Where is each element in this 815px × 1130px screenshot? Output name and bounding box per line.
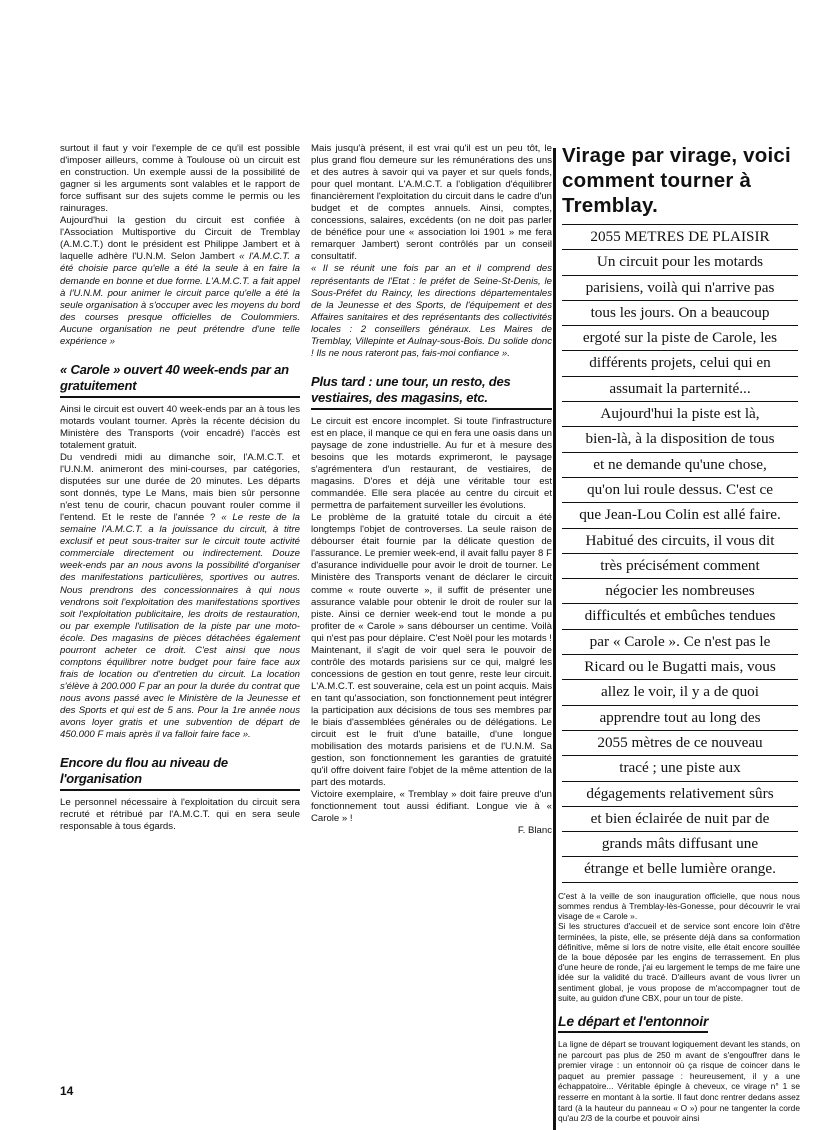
standfirst-line: 2055 mètres de ce nouveau (562, 731, 798, 756)
column-2 (311, 143, 552, 837)
standfirst-line: tracé ; une piste aux (562, 756, 798, 781)
intro-paragraph: Si les structures d'accueil et de service sont encore loin d'être terminées, la piste, elle, se présente déjà dans sa conformation définitive, même si lors de notre visite, elle était encore souillée de la boue déposée par les engins de terrassement. En plus d'une heure de ronde, j'ai eu largement le temps de me faire une idée sur la validité du tracé. D'ailleurs avant de vous livrer un sentiment global, je vous propose de m'accompagner tout de suite, au guidon d'une CBX, pour un tour de piste. (558, 921, 800, 1003)
subheading: Le départ et l'entonnoir (558, 1013, 708, 1033)
standfirst-line: ergoté sur la piste de Carole, les (562, 326, 798, 351)
standfirst-line: tous les jours. On a beaucoup (562, 301, 798, 326)
standfirst-line: Ricard ou le Bugatti mais, vous (562, 655, 798, 680)
standfirst-line: qu'on lui roule dessus. C'est ce (562, 478, 798, 503)
standfirst-line: parisiens, voilà qui n'arrive pas (562, 276, 798, 301)
standfirst-line: 2055 METRES DE PLAISIR (562, 225, 798, 250)
article-headline: Virage par virage, voici comment tourner à Tremblay. (562, 144, 791, 217)
standfirst-box (562, 224, 798, 883)
paragraph (60, 215, 300, 348)
standfirst-line: différents projets, celui qui en (562, 351, 798, 376)
standfirst-line: Un circuit pour les motards (562, 250, 798, 275)
quote: « l'A.M.C.T. a été choisie parce qu'elle a été la seule à en faire la demande en bonne et due forme. L'A.M.C.T. a fait appel à l'U.N.M. pour animer le circuit parce qu'elle a été la seule organisation à s'occuper avec les moyens du bord des courses presque officielles de Coulommiers. Aucune organisation ne peut prétendre d'une telle expérience » (60, 251, 300, 347)
paragraph: Maintenant, il s'agit de voir quel sera le pouvoir de contrôle des motards parisiens sur ce qui, malgré les concessions de gestion en tout genre, reste leur circuit. L'A.M.C.T. est souveraine, cela est un point acquis. Mais en tant qu'association, son fonctionnement peut intégrer la participation aux décisions de tous ses membres par le biais d'assemblées générales ou de délégations. Le circuit est le fruit d'une bataille, d'une longue mobilisation des motards parisiens et de l'U.N.M. Sa gestion, son fonctionnement les garanties de gratuité qu'il offre doivent faire l'objet de la même attention de la part des motards. (311, 644, 552, 789)
standfirst-line: Habitué des circuits, il vous dit (562, 529, 798, 554)
standfirst-line: que Jean-Lou Colin est allé faire. (562, 503, 798, 528)
standfirst-line: Aujourd'hui la piste est là, (562, 402, 798, 427)
intro-paragraph: C'est à la veille de son inauguration officielle, que nous nous sommes rendus à Tremblay-lès-Gonesse, pour découvrir le vrai visage de « Carole ». (558, 890, 800, 922)
standfirst-line: par « Carole ». Ce n'est pas le (562, 630, 798, 655)
standfirst-line: et bien éclairée de nuit par de (562, 807, 798, 832)
paragraph: Mais jusqu'à présent, il est vrai qu'il est un peu tôt, le plus grand flou demeure sur les rémunérations des uns et des autres à savoir qui va payer et sur quels fonds, pour quel montant. L'A.M.C.T. a l'obligation d'équilibrer financièrement l'exploitation du circuit dans le cadre d'un budget et de comptes annuels. Ainsi, comptes, concessions, salaires, excédents (on ne doit pas parler de bénéfice pour une « association loi 1901 » me fera remarquer Jambert) seront contrôlés par un conseil consultatif. (311, 143, 552, 263)
paragraph: Victoire exemplaire, « Tremblay » doit faire preuve d'un fonctionnement tout aussi édifiant. Longue vie à « Carole » ! (311, 789, 552, 825)
paragraph: Le problème de la gratuité totale du circuit a été longtemps l'objet de controverses. La seule raison de débourser était fournie par la délicate question de l'assurance. Le premier week-end, il avait fallu payer 8 F d'asurance individuelle pour avoir le droit de tourner. Le Ministère des Transports venant de déclarer le circuit comme « route ouverte », il suffit de présenter une assurance valable pour obtenir le droit de rouler sur la piste. Ainsi ce dernier week-end tout le monde a pu profiter de « Carole » sans débourser un centime. Voilà qui n'est pas pour déplaire. C'est Noël pour les motards ! (311, 512, 552, 644)
column-1 (60, 143, 300, 833)
paragraph: surtout il faut y voir l'exemple de ce qu'il est possible d'imposer ailleurs, comme à Toulouse où un circuit est en construction. Un exemple aussi de la possibilité de gagner si les arguments sont valables et le rapport de force suffisant sur des sujets comme le permis ou les rainurages. (60, 143, 300, 215)
standfirst-line: et ne demande qu'une chose, (562, 453, 798, 478)
signature: F. Blanc (517, 825, 552, 837)
subheading: Plus tard : une tour, un resto, des vestiaires, des magasins, etc. (311, 374, 552, 410)
intro-block (558, 891, 800, 1003)
column-rule (553, 148, 556, 1130)
paragraph (60, 452, 300, 741)
standfirst-line: étrange et belle lumière orange. (584, 860, 776, 878)
standfirst-line: assumait la parternité... (562, 377, 798, 402)
paragraph: Ainsi le circuit est ouvert 40 week-ends par an à tous les motards voulant tourner. Après la récente décision du Ministère des Transports (voir encadré) l'accès est totalement gratuit. (60, 403, 300, 451)
quote: « Le reste de la semaine l'A.M.C.T. a la jouissance du circuit, à titre exclusif et peut sous-traiter sur le circuit toute activité commerciale directement ou indirectement. Douze week-ends par an nous avons la possibilité d'organiser des manifestations particulières, sportives ou autres. Nous prendrons des concessionnaires à qui nous vendrons soit l'exploitation des manifestations sportives soit l'exploitation publicitaire, les droits de restauration, ou par exemple l'utilisation de la piste par une moto-école. Des magasins de pièces détachées également pourront acheter ce droit. C'est ainsi que nous comptons équilibrer notre budget pour faire face aux frais de location ou d'entretien du circuit. La location s'élève à 200.000 F par an pour la durée du contrat que nous avons passé avec le Ministère de la Jeunesse et des Sports et qui est de 5 ans. Pour la 1re année nous avons loyer gratis et une subvention de départ de 450.000 F mais après il va falloir faire face ». (60, 512, 300, 741)
page-number: 14 (60, 1084, 74, 1098)
standfirst-line: difficultés et embûches tendues (562, 604, 798, 629)
quote: « Il se réunit une fois par an et il comprend des représentants de l'Etat : le préfet de Seine-St-Denis, le Sous-Préfet du Raincy, les directions départementales de la Jeunesse et des Sports, de l'équipement et des Affaires sanitaires et des représentants des collectivités locales : 2 conseillers généraux. Les Maires de Tremblay, Villepinte et Aulnay-sous-Bois. Du solide donc ! Ils ne nous rateront pas, fais-moi confiance ». (311, 263, 552, 359)
standfirst-line: allez le voir, il y a de quoi (562, 680, 798, 705)
body-block (558, 1039, 800, 1124)
standfirst-line: bien-là, à la disposition de tous (562, 427, 798, 452)
paragraph: Le circuit est encore incomplet. Si toute l'infrastructure est en place, il manque ce qui en fera une oasis dans un paysage de zone industrielle. Au fur et à mesure des besoins que les motards exprimeront, le paysage s'agrémentera d'un restaurant, de vestiaires, de magasins. D'ores et déjà une véritable tour est commandée. Elle sera placée au centre du circuit et permettra de parfaitement surveiller les évolutions. (311, 415, 552, 512)
standfirst-line: grands mâts diffusant une (562, 832, 798, 857)
standfirst-line: très précisément comment (562, 554, 798, 579)
paragraph: La ligne de départ se trouvant logiquement devant les stands, on ne parcourt pas plus de 250 m avant de s'engouffrer dans le premier virage : un entonnoir où ça risque de coincer dans le paquet au premier passage : heureusement, il y a une échappatoire... Véritable épingle à cheveux, ce virage n° 1 se resserre en montant à la sortie. Il faut donc rentrer dedans assez tard (à la hauteur du panneau « O ») pour ne tangenter la corde qu'au 2/3 de la courbe et pouvoir ainsi (558, 1038, 800, 1124)
paragraph-text: Du vendredi midi au dimanche soir, l'A.M.C.T. et l'U.N.M. animeront des mini-courses, par catégories, disputées sur une durée de 20 minutes. Les départs sont donnés, type Le Mans, mais bien sûr personne n'est tenu de courir, chacun pouvant rouler comme il l'entend. Et le reste de l'année ? (60, 451, 300, 524)
subheading: Encore du flou au niveau de l'organisation (60, 755, 300, 791)
standfirst-line: apprendre tout au long des (562, 706, 798, 731)
standfirst-line: dégagements relativement sûrs (562, 782, 798, 807)
column-3 (558, 143, 800, 1124)
signature-row (311, 825, 552, 837)
paragraph: Le personnel nécessaire à l'exploitation du circuit sera recruté et rétribué par l'A.M.C.T. qui en sera seule responsable à tous égards. (60, 797, 300, 833)
subheading: « Carole » ouvert 40 week-ends par an gratuitement (60, 362, 300, 398)
standfirst-line: négocier les nombreuses (562, 579, 798, 604)
paragraph-text: Aujourd'hui la gestion du circuit est confiée à l'Association Multisportive du Circuit de Tremblay (A.M.C.T.) dont le président est Philippe Jambert et à laquelle adhère l'U.N.M. Selon Jambert (60, 215, 300, 263)
